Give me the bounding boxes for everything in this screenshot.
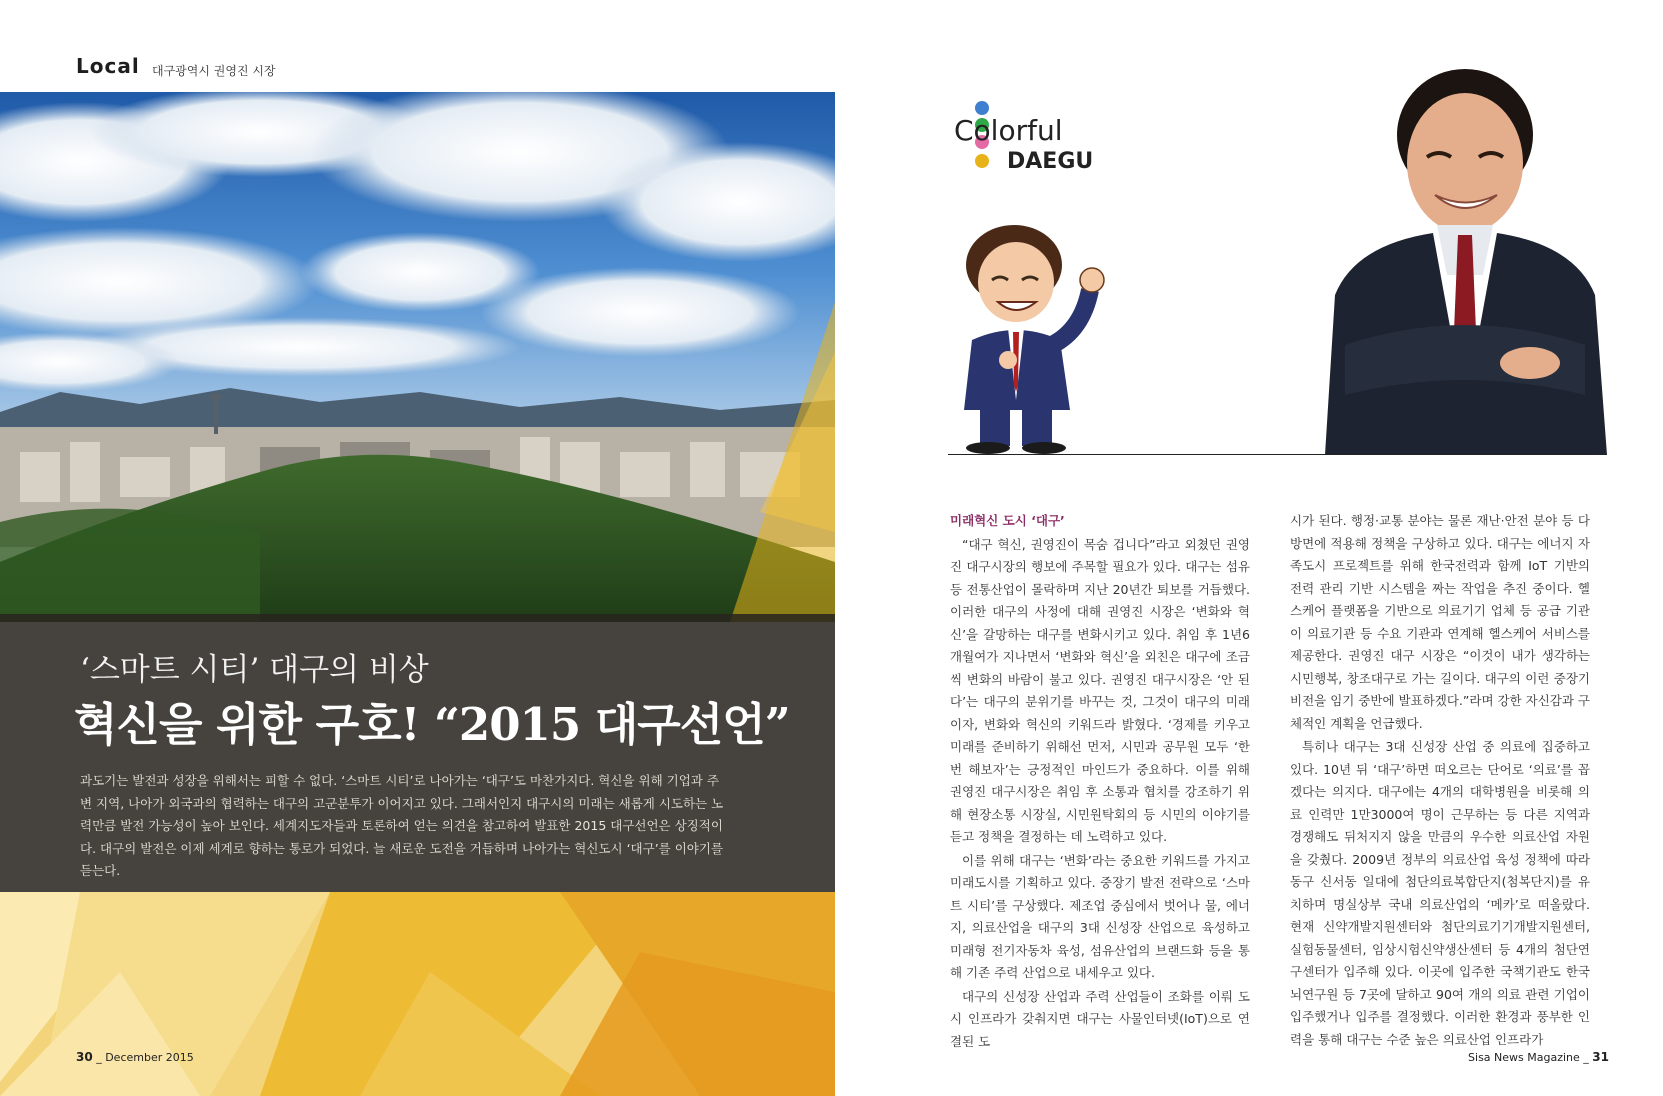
mayor-photo bbox=[1315, 45, 1615, 455]
page-number-left: 30 bbox=[76, 1050, 93, 1064]
paragraph: 이를 위해 대구는 ‘변화’라는 중요한 키워드를 가지고 미래도시를 기획하고 있다. 중장기 발전 전략으로 ‘스마트 시티’를 구상했다. 제조업 중심에서 벗어나 물, 에너지, 의료산업을 대구의 3대 신성장 산업으로 육성하고 미래형 전기자동차 육성, 섬유산업의 브랜드화 등을 통해 기존 주력 산업으로 내세우고 있다. bbox=[950, 852, 1250, 980]
paragraph: 특히나 대구는 3대 신성장 산업 중 의료에 집중하고 있다. 10년 뒤 ‘대구’하면 떠오르는 단어로 ‘의료’를 꼽겠다는 의지다. 대구에는 4개의 대학병원을 비롯해 의료 인력만 1만3000여 명이 근무하는 등 다른 지역과 경쟁해도 뒤처지지 않을 만큼의 우수한 의료산업 자원을 갖췄다. 2009년 정부의 의료산업 육성 정책에 따라 동구 신서동 일대에 첨단의료복합단지(첨복단지)를 유치하며 명실상부 국내 의료산업의 ‘메카’로 떠올랐다. 현재 신약개발지원센터와 첨단의료기기개발지원센터, 실험동물센터, 임상시험신약생산센터 등 4개의 첨단연구센터가 입주해 있다. 이곳에 입주한 국책기관도 한국뇌연구원 등 7곳에 달하고 90여 개의 의료 관련 기업이 입주했거나 입주를 결정했다. 이러한 환경과 풍부한 인력을 통해 대구는 수준 높은 의료산업 인프라가 bbox=[1290, 739, 1590, 1047]
article-title: 혁신을 위한 구호! “2015 대구선언” bbox=[74, 698, 790, 751]
paragraph: “대구 혁신, 권영진이 목숨 겁니다”라고 외쳤던 권영진 대구시장의 행보에 주목할 필요가 있다. 대구는 섬유 등 전통산업이 몰락하며 지난 20년간 퇴보를 거듭했다. 이러한 대구의 사정에 대해 권영진 시장은 ‘변화와 혁신’을 갈망하는 대구를 변화시키고 있다. 취임 후 1년6개월여가 지나면서 ‘변화와 혁신’을 외친은 대구에 조금씩 변화의 바람이 불고 있다. 권영진 대구시장은 ‘안 된다’는 대구의 분위기를 바꾸는 것, 그것이 대구의 미래이자, 변화와 혁신의 키워드라 밝혔다. ‘경제를 키우고 미래를 준비하기 위해선 먼저, 시민과 공무원 모두 ‘한번 해보자’는 긍정적인 마인드가 중요하다. 이를 위해 권영진 대구시장은 취임 후 소통과 협치를 강조하기 위해 현장소통 시장실, 시민원탁회의 등 시민의 이야기를 듣고 정책을 결정하는 데 노력하고 있다. bbox=[950, 536, 1250, 844]
logo-text-daegu: DAEGU bbox=[1007, 149, 1094, 174]
footer-left: 30 _ December 2015 bbox=[76, 1050, 194, 1064]
article-kicker: ‘스마트 시티’ 대구의 비상 bbox=[80, 652, 429, 688]
article-lead: 과도기는 발전과 성장을 위해서는 피할 수 없다. ‘스마트 시티’로 나아가는 ‘대구’도 마찬가지다. 혁신을 위해 기업과 주변 지역, 나아가 외국과의 협력하는 대구의 고군분투가 이어지고 있다. 그래서인지 대구시의 미래는 새롭게 시도하는 노력만큼 발전 가능성이 높아 보인다. 세계지도자들과 토론하여 얻는 의견을 참고하여 발표한 2015 대구선언은 상징적이다. 대구의 발전은 이제 세계로 향하는 통로가 되었다. 늘 새로운 도전을 거듭하며 나아가는 혁신도시 ‘대구’를 이야기를 듣는다. bbox=[80, 773, 724, 878]
article-column-2 bbox=[1290, 510, 1590, 1052]
divider-line bbox=[948, 454, 1593, 455]
footer-right: Sisa News Magazine _ 31 bbox=[1468, 1050, 1609, 1064]
issue-date: December 2015 bbox=[105, 1051, 194, 1064]
page-number-right: 31 bbox=[1592, 1050, 1609, 1064]
magazine-name: Sisa News Magazine bbox=[1468, 1051, 1580, 1064]
section-subtitle: 대구광역시 권영진 시장 bbox=[152, 64, 276, 78]
colorful-daegu-logo bbox=[952, 100, 1122, 190]
section-tag: Local bbox=[76, 54, 140, 78]
mayor-caricature bbox=[952, 210, 1122, 455]
cityscape-photo bbox=[0, 92, 835, 1096]
section-heading: 미래혁신 도시 ‘대구’ bbox=[950, 513, 1065, 528]
paragraph: 시가 된다. 행정·교통 분야는 물론 재난·안전 분야 등 다방면에 적용해 정책을 구상하고 있다. 대구는 에너지 자족도시 프로젝트를 위해 한국전력과 함께 IoT 기반의 전력 관리 기반 시스템을 짜는 작업을 추진 중이다. 헬스케어 플랫폼을 기반으로 의료기기 업체 등 공급 기관이 의료기관 등 수요 기관과 연계해 헬스케어 서비스를 제공한다. 권영진 대구 시장은 “이것이 내가 생각하는 시민행복, 창조대구로 가는 길이다. 대구의 이런 중장기 비전을 임기 중반에 발표하겠다.”라며 강한 자신감과 구체적인 계획을 언급했다. bbox=[1290, 513, 1590, 731]
logo-text-colorful: Colorful bbox=[954, 114, 1063, 147]
paragraph: 대구의 신성장 산업과 주력 산업들이 조화를 이뤄 도시 인프라가 갖춰지면 대구는 사물인터넷(IoT)으로 연결된 도 bbox=[950, 988, 1250, 1049]
article-column-1 bbox=[950, 510, 1250, 1054]
